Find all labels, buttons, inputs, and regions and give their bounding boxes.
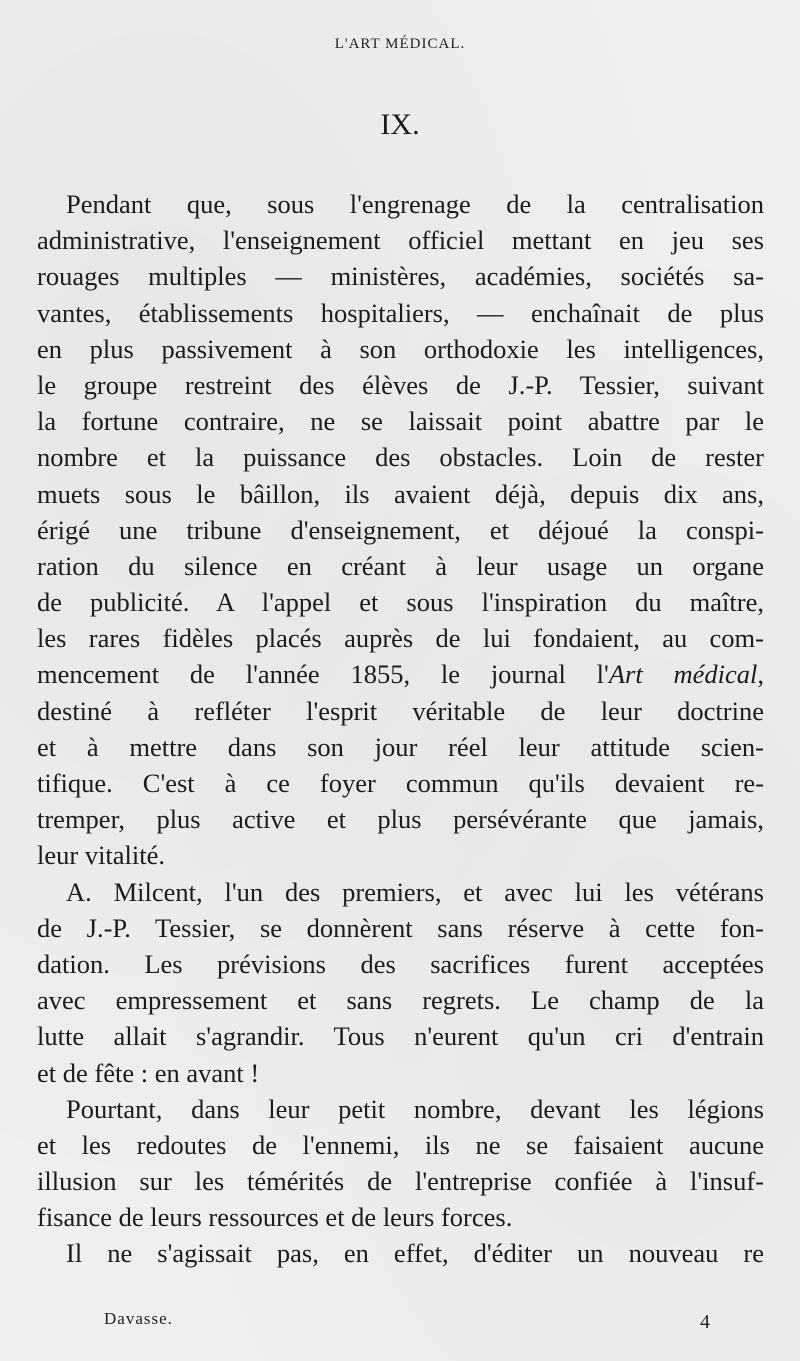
text-line: érigé une tribune d'enseignement, et déjoué la conspi- (37, 514, 764, 545)
text-line: Il ne s'agissait pas, en effet, d'éditer un nouveau re (66, 1238, 764, 1269)
text-line: tifique. C'est à ce foyer commun qu'ils devaient re- (37, 768, 764, 798)
running-head: L'ART MÉDICAL. (334, 36, 466, 52)
text-line: en plus passivement à son orthodoxie les intelligences, (37, 333, 764, 364)
text-line: et à mettre dans son jour réel leur attitude scien- (37, 731, 764, 762)
paragraph-4 (37, 1235, 764, 1271)
text-line: les rares fidèles placés auprès de lui fondaient, au com- (37, 623, 764, 654)
page-footer (0, 1309, 800, 1339)
text-line: destiné à refléter l'esprit véritable de leur doctrine (37, 695, 764, 726)
text-line: Pourtant, dans leur petit nombre, devant les légions (66, 1093, 764, 1124)
paragraph-2 (37, 874, 764, 1091)
text-line-with-title (37, 656, 764, 692)
text-line: ration du silence en créant à leur usage un organe (37, 550, 764, 581)
chapter-number: IX. (380, 108, 420, 141)
text-line: lutte allait s'agrandir. Tous n'eurent qu'un cri d'entrain (37, 1021, 764, 1052)
text-line: leur vitalité. (37, 840, 166, 871)
text-line: de J.-P. Tessier, se donnèrent sans réserve à cette fon- (37, 912, 764, 943)
text-line: illusion sur les témérités de l'entreprise confiée à l'insuf- (37, 1166, 764, 1197)
text-line: Pendant que, sous l'engrenage de la centralisation (66, 189, 764, 219)
text-line: et les redoutes de l'ennemi, ils ne se faisaient aucune (37, 1129, 764, 1160)
text-fragment: mencement de l'année 1855, le journal l' (37, 659, 609, 690)
text-line: A. Milcent, l'un des premiers, et avec lui les vétérans (66, 876, 764, 907)
text-line: rouages multiples — ministères, académies, sociétés sa- (37, 261, 764, 292)
text-line: administrative, l'enseignement officiel mettant en jeu ses (37, 225, 764, 256)
text-line: la fortune contraire, ne se laissait point abattre par le (37, 406, 764, 437)
text-line: tremper, plus active et plus persévérante que jamais, (37, 804, 764, 835)
paragraph-1 (37, 186, 764, 874)
text-line: avec empressement et sans regrets. Le champ de la (37, 985, 764, 1016)
text-line: dation. Les prévisions des sacrifices furent acceptées (37, 948, 764, 979)
sheet-number: 4 (700, 1311, 710, 1333)
text-line: de publicité. A l'appel et sous l'inspiration du maître, (37, 587, 764, 618)
text-line: fisance de leurs ressources et de leurs forces. (37, 1202, 513, 1233)
text-line: le groupe restreint des élèves de J.-P. Tessier, suivant (37, 369, 764, 400)
body-text (37, 186, 764, 1272)
text-line: nombre et la puissance des obstacles. Loin de rester (37, 442, 764, 473)
journal-title: Art médical, (608, 659, 764, 690)
paragraph-3 (37, 1091, 764, 1236)
text-line: et de fête : en avant ! (37, 1057, 260, 1088)
signature-mark: Davasse. (104, 1309, 173, 1328)
text-line: muets sous le bâillon, ils avaient déjà, depuis dix ans, (37, 478, 764, 509)
text-line: vantes, établissements hospitaliers, — enchaînait de plus (37, 297, 764, 328)
